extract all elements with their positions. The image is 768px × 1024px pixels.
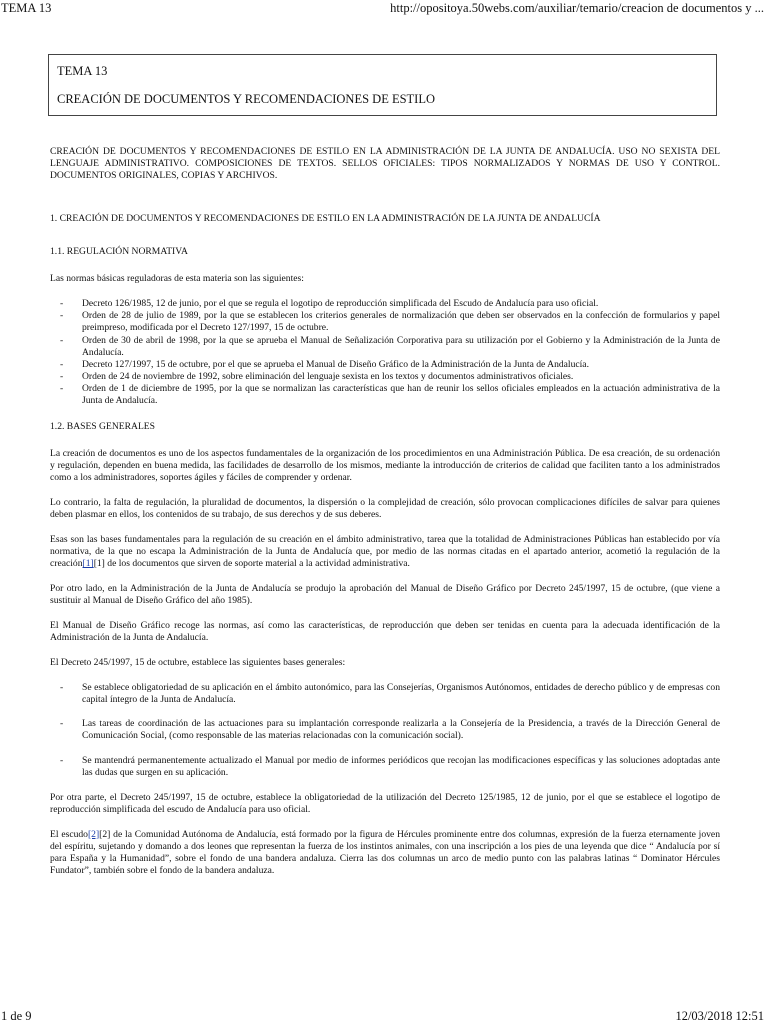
list-item: - Se establece obligatoriedad de su aplicación en el ámbito autonómico, para las Consejerías, Organismos Autónomos, entidades de derecho público y de empresas con capital íntegro de la Junta de Andalucía. — [60, 681, 720, 705]
paragraph: Lo contrario, la falta de regulación, la pluralidad de documentos, la dispersión o la complejidad de creación, sólo provocan complicaciones difíciles de salvar para quienes deben plasmar en ellos, los contenidos de su trabajo, de sus derechos y de sus deberes. — [50, 497, 720, 521]
paragraph: La creación de documentos es uno de los aspectos fundamentales de la organización de los procedimientos en una Administración Pública. De esa creación, de su ordenación y regulación, dependen en buena medida, las facilidades de desarrollo de los mismos, mediante la introducción de criterios de calidad que faciliten tanto a los administrados como a los administradores, soportes ágiles y fáciles de comprender y ordenar. — [50, 448, 720, 484]
title-box-tema: TEMA 13 — [57, 64, 108, 78]
list-item: - Orden de 28 de julio de 1989, por la que se establecen los criterios generales de normalización que deben ser observados en la confección de formularios y papel preimpreso, modificada por el Decreto 127/1997, 15 de octubre. — [60, 310, 720, 334]
list-item: - Decreto 127/1997, 15 de octubre, por el que se aprueba el Manual de Diseño Gráfico de la Administración de la Junta de Andalucía. — [60, 358, 589, 370]
page-footer — [1, 1009, 764, 1023]
header-title: TEMA 13 — [1, 1, 52, 15]
paragraph: El Decreto 245/1997, 15 de octubre, establece las siguientes bases generales: — [50, 656, 346, 668]
list-item: - Orden de 1 de diciembre de 1995, por la que se normalizan las características que han de reunir los sellos oficiales empleados en la actuación administrativa de la Junta de Andalucía. — [60, 382, 720, 406]
intro-summary: CREACIÓN DE DOCUMENTOS Y RECOMENDACIONES DE ESTILO EN LA ADMINISTRACIÓN DE LA JUNTA DE ANDALUCÍA. USO NO SEXISTA DEL LENGUAJE ADMINISTRATIVO. COMPOSICIONES DE TEXTOS. SELLOS OFICIALES: TIPOS NORMALIZADOS Y NORMAS DE USO Y CONTROL. DOCUMENTOS ORIGINALES, COPIAS Y ARCHIVOS. — [50, 146, 720, 182]
subsection-1-1-heading: 1.1. REGULACIÓN NORMATIVA — [50, 246, 188, 258]
list-item: - Orden de 24 de noviembre de 1992, sobre eliminación del lenguaje sexista en los textos y documentos administrativos oficiales. — [60, 370, 574, 382]
bases-list — [50, 682, 720, 780]
paragraph: El Manual de Diseño Gráfico recoge las normas, así como las características, de reproducción que deben ser tenidas en cuenta para la adecuada identificación de la Administración de la Junta de Andalucía. — [50, 619, 720, 643]
document-body — [50, 146, 720, 890]
paragraph: Por otro lado, en la Administración de la Junta de Andalucía se produjo la aprobación del Manual de Diseño Gráfico por Decreto 245/1997, 15 de octubre, (que viene a sustituir al Manual de Diseño Gráfico del año 1985). — [50, 583, 720, 607]
section-1-heading: 1. CREACIÓN DE DOCUMENTOS Y RECOMENDACIONES DE ESTILO EN LA ADMINISTRACIÓN DE LA JUNTA DE ANDALUCÍA — [50, 213, 601, 225]
footnote-link-1[interactable]: [1] — [82, 558, 94, 570]
page-header — [1, 1, 764, 15]
title-box — [48, 54, 717, 116]
title-box-heading: CREACIÓN DE DOCUMENTOS Y RECOMENDACIONES DE ESTILO — [57, 92, 436, 106]
print-timestamp: 12/03/2018 12:51 — [675, 1009, 764, 1023]
list-item: - Se mantendrá permanentemente actualizado el Manual por medio de informes periódicos que recojan las modificaciones específicas y las soluciones adoptadas ante las dudas que surgen en su aplicación. — [60, 755, 720, 779]
list-item: - Orden de 30 de abril de 1998, por la que se aprueba el Manual de Señalización Corporativa para su utilización por el Gobierno y la Administración de la Junta de Andalucía. — [60, 334, 720, 358]
list-item: - Las tareas de coordinación de las actuaciones para su implantación corresponde realizarla a la Consejería de la Presidencia, a través de la Dirección General de Comunicación Social, (como responsable de las materias relacionadas con la comunicación social). — [60, 718, 720, 742]
norms-list — [50, 298, 720, 407]
page-number: 1 de 9 — [1, 1009, 32, 1023]
paragraph: Esas son las bases fundamentales para la regulación de su creación en el ámbito administrativo, tarea que la totalidad de Administraciones Públicas han establecido por vía normativa, de la que no escapa la Administración de la Junta de Andalucía que, por medio de las normas citadas en el apartado anterior, acometió la regulación de la creación[1][1] de los documentos que sirven de soporte material a la actividad administrativa. — [50, 534, 720, 570]
paragraph: Por otra parte, el Decreto 245/1997, 15 de octubre, establece la obligatoriedad de la utilización del Decreto 125/1985, 12 de junio, por el que se establece el logotipo de reproducción simplificada del escudo de Andalucía para uso oficial. — [50, 791, 720, 815]
subsection-1-2-heading: 1.2. BASES GENERALES — [50, 421, 156, 433]
header-url: http://opositoya.50webs.com/auxiliar/temario/creacion de documentos y ... — [390, 1, 764, 15]
subsection-1-1-intro: Las normas básicas reguladoras de esta materia son las siguientes: — [50, 273, 304, 285]
paragraph: El escudo[2][2] de la Comunidad Autónoma de Andalucía, está formado por la figura de Hércules prominente entre dos columnas, expresión de la fuerza eternamente joven del espíritu, sujetando y domando a dos leones que representan la fuerza de los instintos animales, con una inscripción a los pies de una leyenda que dice “ Andalucía por sí para España y la Humanidad”, sobre el fondo de una bandera andaluza. Cierra las dos columnas un arco de medio punto con las palabras latinas “ Dominator Hércules Fundator”, también sobre el fondo de la bandera andaluza. — [50, 828, 720, 877]
list-item: - Decreto 126/1985, 12 de junio, por el que se regula el logotipo de reproducción simplificada del Escudo de Andalucía para uso oficial. — [60, 298, 599, 310]
footnote-link-2[interactable]: [2] — [87, 828, 100, 840]
